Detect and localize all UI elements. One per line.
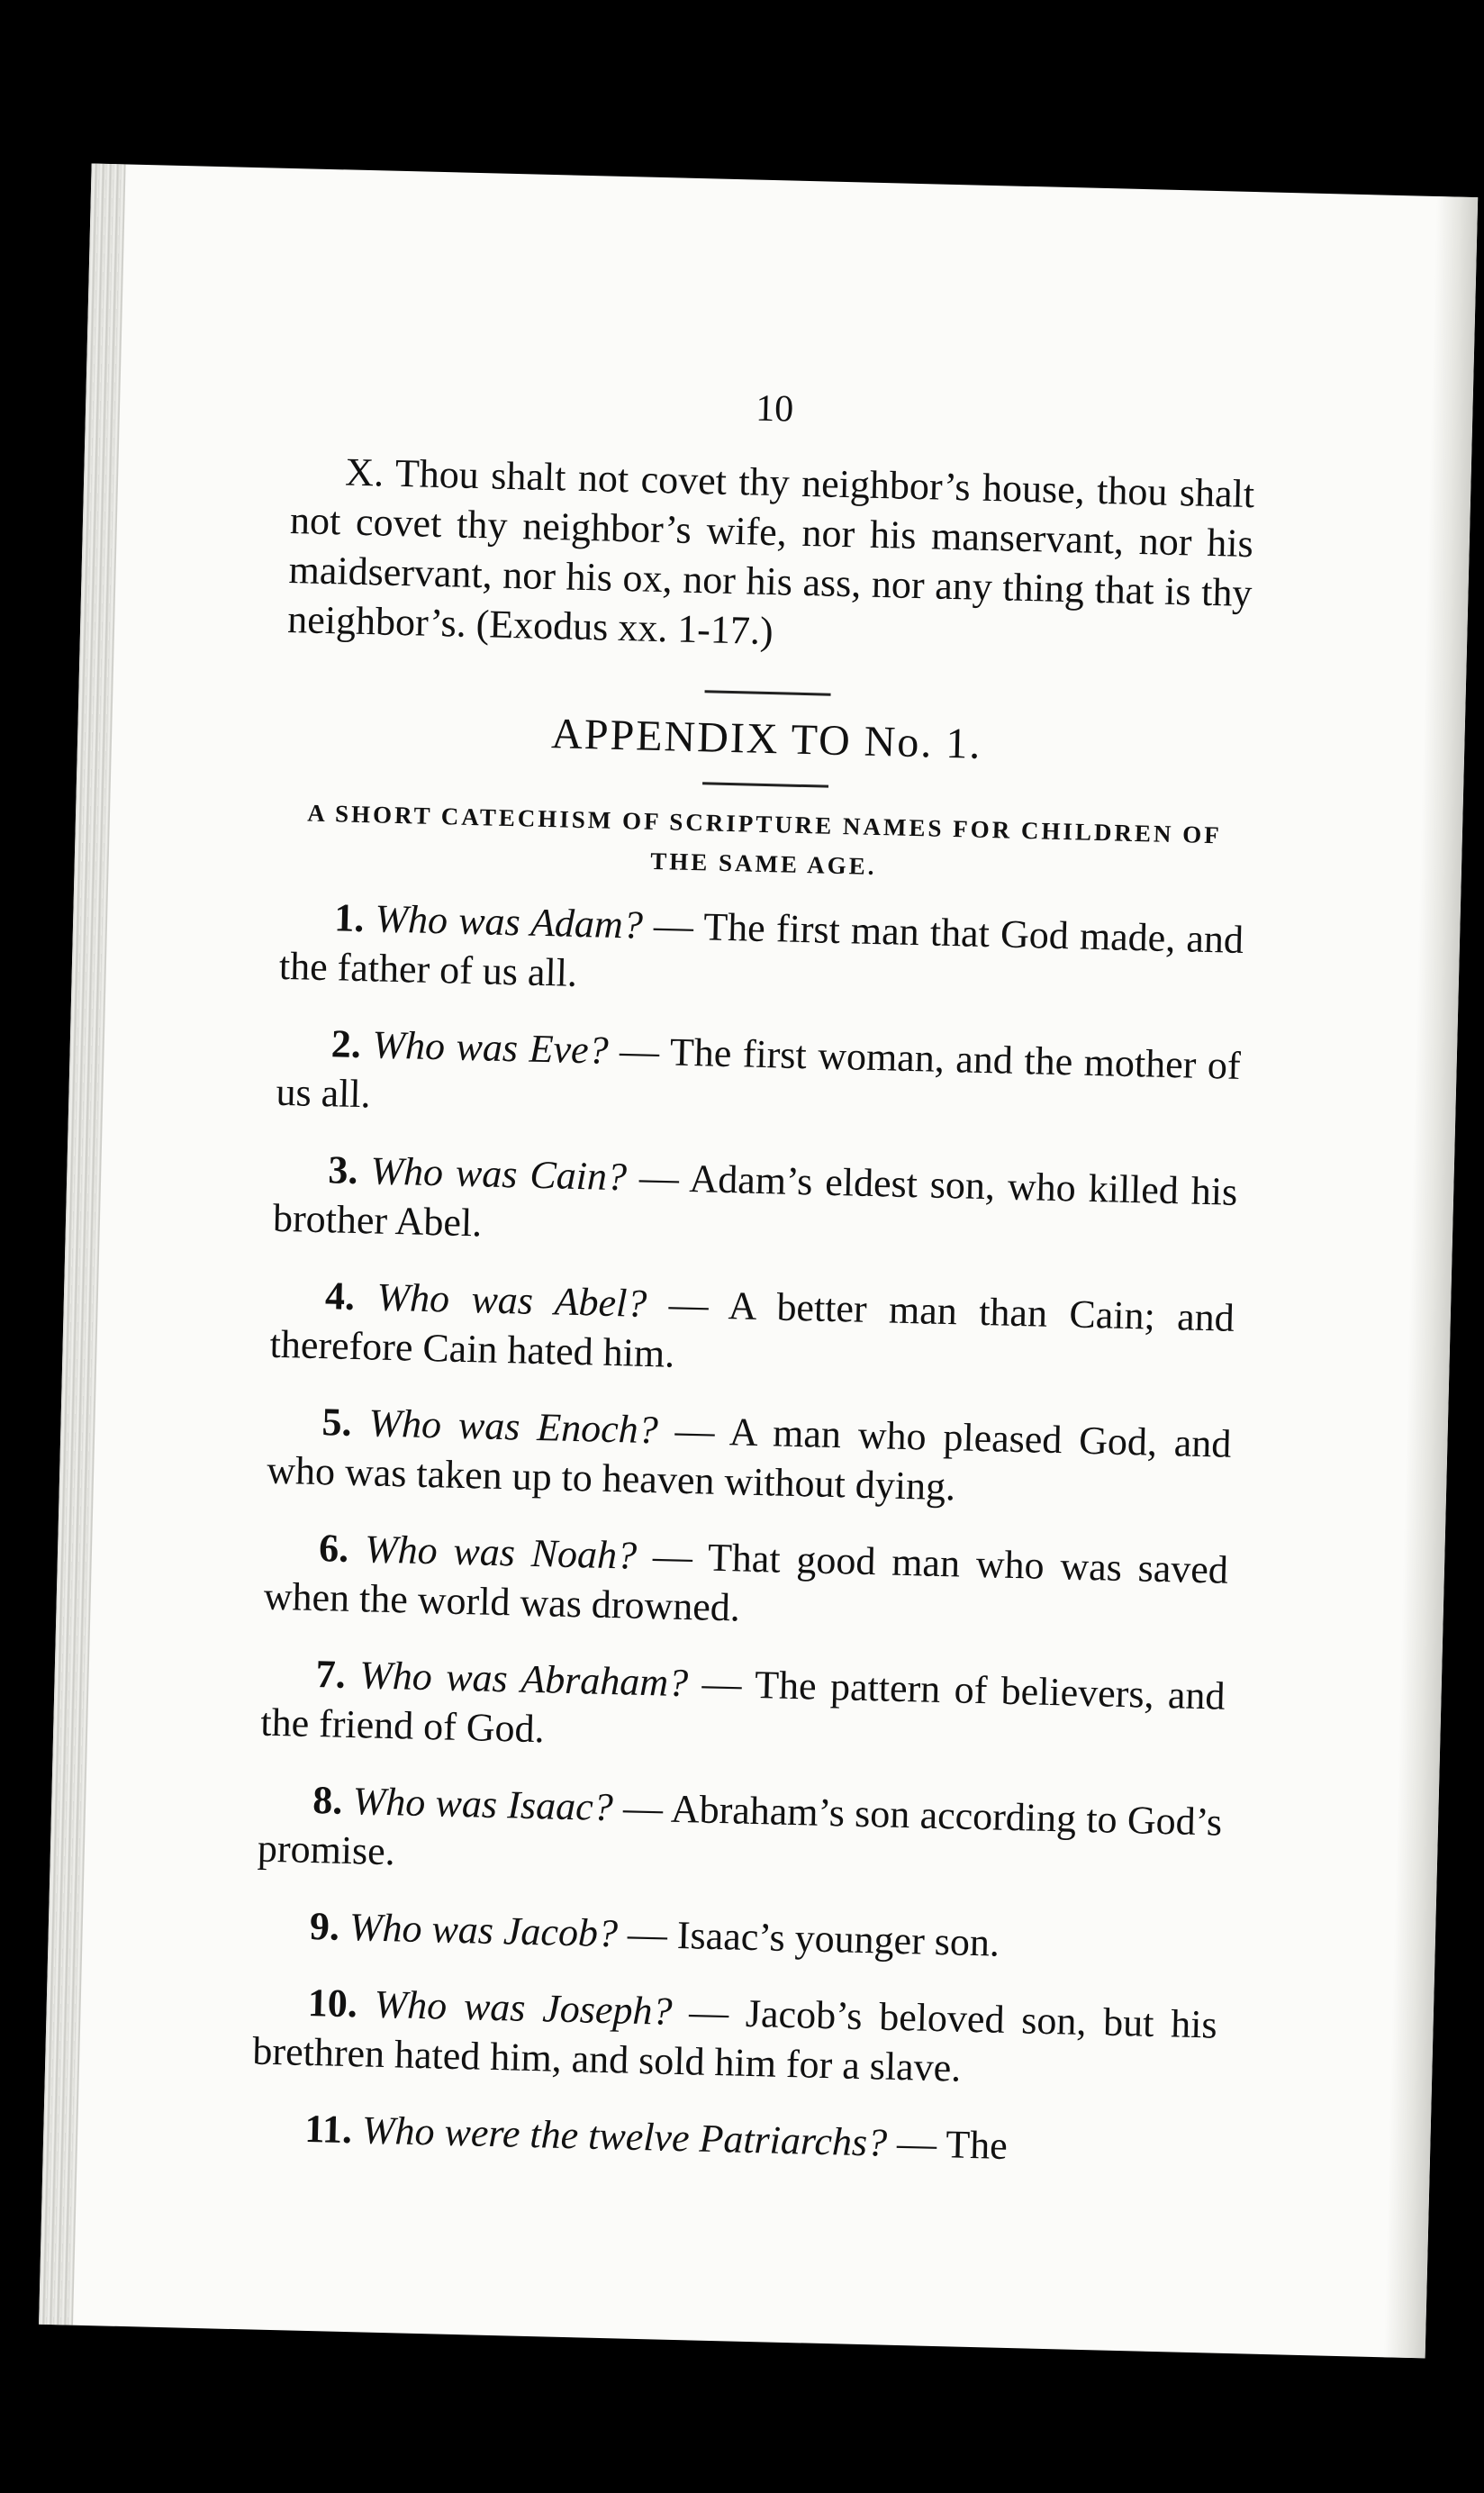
answer-text: The pattern of believers, and the friend of God.	[259, 1662, 1226, 1752]
question-text: Who was Enoch?	[367, 1401, 659, 1453]
catechism-entry: 2. Who was Eve? — The first woman, and the mother of us all.	[275, 1021, 1242, 1117]
question-text: Who was Isaac?	[352, 1779, 614, 1830]
question-text: Who was Abraham?	[358, 1653, 689, 1706]
answer-text: A man who pleased God, and who was taken up to heaven without dying.	[266, 1410, 1232, 1509]
catechism-entry: 8. Who was Isaac? — Abraham’s son according to God’s promise.	[257, 1778, 1223, 1874]
commandment-paragraph	[287, 446, 1255, 667]
book-page	[39, 163, 1478, 2358]
question-text: Who was Joseph?	[374, 1981, 674, 2034]
question-text: Who was Adam?	[374, 896, 644, 947]
answer-text: Abraham’s son according to God’s promise.	[257, 1786, 1223, 1874]
question-number: 11.	[303, 2106, 353, 2153]
answer-text: A better man than Cain; and therefore Cain hated him.	[269, 1283, 1235, 1376]
answer-text: That good man who was saved when the world was drowned.	[263, 1535, 1229, 1630]
catechism-entry: 9. Who was Jacob? — Isaac’s younger son.	[309, 1903, 1000, 1965]
answer-text: The first woman, and the mother of us all.	[275, 1029, 1242, 1117]
question-text: Who was Cain?	[369, 1148, 628, 1200]
question-text: Who was Noah?	[364, 1527, 638, 1578]
question-text: Who was Jacob?	[348, 1905, 619, 1956]
answer-text: Adam’s eldest son, who killed his brother Abel.	[272, 1156, 1238, 1246]
question-number: 10.	[307, 1980, 358, 2026]
catechism-subtitle: A SHORT CATECHISM OF SCRIPTURE NAMES FOR CHILDREN OF THE SAME AGE.	[306, 799, 1223, 881]
catechism-entry: 7. Who was Abraham? — The pattern of believers, and the friend of God.	[259, 1652, 1226, 1752]
catechism-entry: 3. Who was Cain? — Adam’s eldest son, who killed his brother Abel.	[272, 1147, 1238, 1246]
question-number: 1.	[333, 895, 365, 941]
question-number: 3.	[327, 1147, 359, 1193]
catechism-entry: 10. Who was Joseph? — Jacob’s beloved son, but his brethren hated him, and sold him for a slave.	[251, 1980, 1218, 2090]
question-number: 8.	[312, 1778, 343, 1823]
divider-rule	[705, 690, 831, 695]
commandment-text: Thou shalt not covet thy neighbor’s house, thou shalt not covet thy neighbor’s wife, nor his manservant, nor his maidservant, nor his ox, nor his ass, nor any thing that is thy neighbor’s. (Exodus xx. 1-17.)	[286, 450, 1255, 654]
appendix-title: APPENDIX TO No. 1.	[550, 710, 982, 768]
question-number: 4.	[324, 1274, 356, 1319]
catechism-entry: 1. Who was Adam? — The first man that God made, and the father of us all.	[278, 895, 1244, 995]
answer-text: Isaac’s younger son.	[676, 1912, 1000, 1965]
question-number: 7.	[315, 1652, 347, 1697]
page-content	[249, 376, 1257, 2203]
page-gutter	[39, 163, 126, 2325]
divider-rule	[702, 782, 828, 787]
question-text: Who were the twelve Patriarchs?	[361, 2108, 888, 2165]
question-number: 2.	[330, 1021, 362, 1067]
catechism-entry: 4. Who was Abel? — A better man than Cain; and therefore Cain hated him.	[269, 1274, 1235, 1376]
commandment-numeral: X.	[344, 449, 385, 495]
catechism-entry: 11. Who were the twelve Patriarchs? — The	[303, 2106, 1009, 2168]
catechism-entry: 5. Who was Enoch? — A man who pleased God, and who was taken up to heaven without dying.	[266, 1400, 1232, 1509]
page-number: 10	[755, 387, 794, 431]
catechism-entry: 6. Who was Noah? — That good man who was saved when the world was drowned.	[263, 1526, 1229, 1630]
question-number: 5.	[321, 1400, 353, 1445]
answer-text: The first man that God made, and the father of us all.	[278, 904, 1244, 995]
question-text: Who was Abel?	[376, 1274, 647, 1326]
question-number: 9.	[309, 1903, 340, 1949]
answer-text: Jacob’s beloved son, but his brethren hated him, and sold him for a slave.	[251, 1990, 1218, 2090]
catechism-list	[250, 892, 1244, 2176]
page-edge	[1384, 196, 1479, 2358]
question-number: 6.	[318, 1526, 349, 1571]
answer-text: The	[945, 2122, 1009, 2168]
question-text: Who was Eve?	[371, 1022, 610, 1073]
